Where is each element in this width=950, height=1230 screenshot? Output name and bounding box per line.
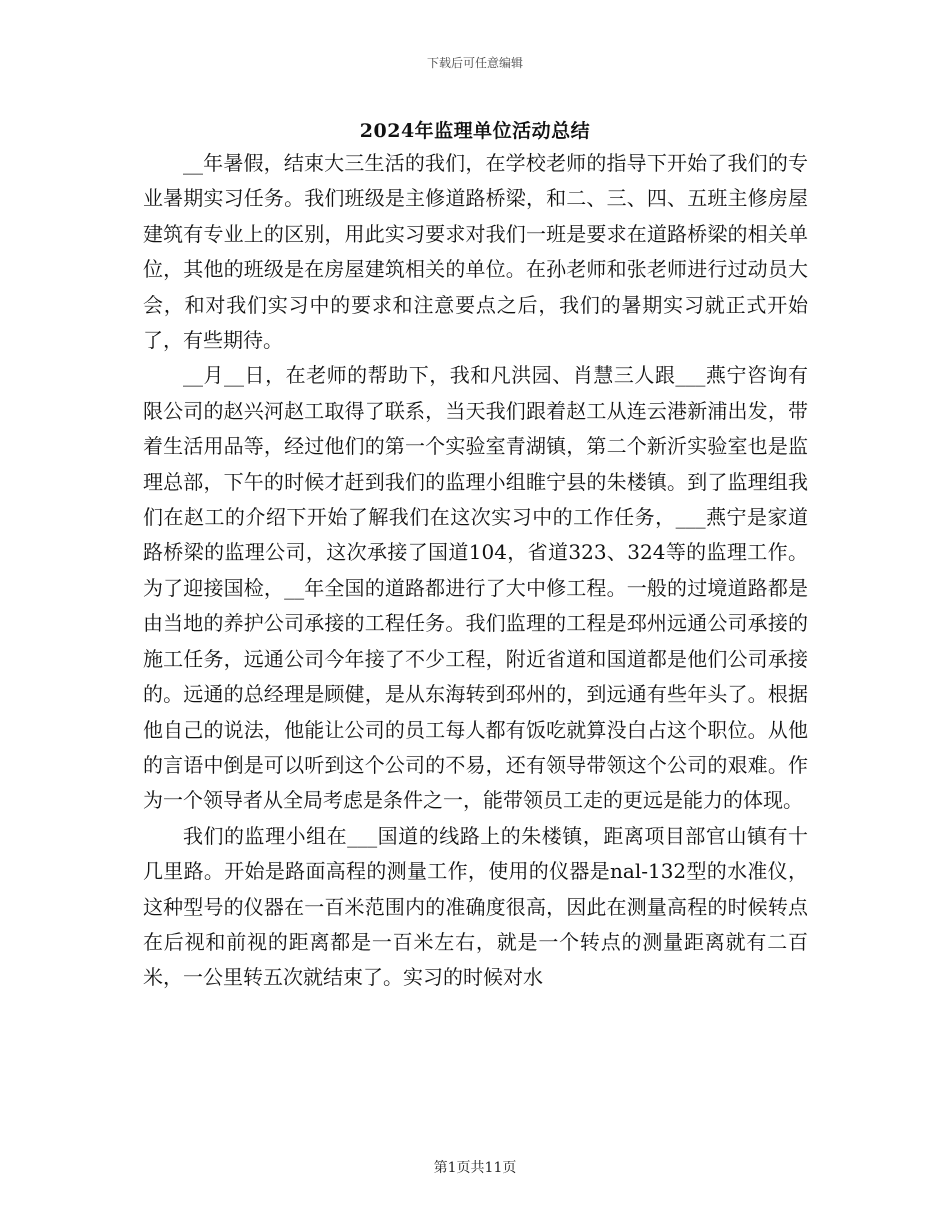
page-number-footer: 第1页共11页 — [433, 1160, 517, 1176]
page-header-note: 下载后可任意编辑 — [426, 56, 523, 70]
document-body — [143, 146, 808, 996]
paragraph-2: __月__日，在老师的帮助下，我和凡洪园、肖慧三人跟___燕宁咨询有限公司的赵兴河赵工取得了联系，当天我们跟着赵工从连云港新浦出发，带着生活用品等，经过他们的第一个实验室青湖镇，第二个新沂实验室也是监理总部，下午的时候才赶到我们的监理小组睢宁县的朱楼镇。到了监理组我们在赵工的介绍下开始了解我们在这次实习中的工作任务，___燕宁是家道路桥梁的监理公司，这次承接了国道104，省道323、324等的监理工作。为了迎接国检，__年全国的道路都进行了大中修工程。一般的过境道路都是由当地的养护公司承接的工程任务。我们监理的工程是邳州远通公司承接的施工任务，远通公司今年接了不少工程，附近省道和国道都是他们公司承接的。远通的总经理是顾健，是从东海转到邳州的，到远通有些年头了。根据他自己的说法，他能让公司的员工每人都有饭吃就算没白占这个职位。从他的言语中倒是可以听到这个公司的不易，还有领导带领这个公司的艰难。作为一个领导者从全局考虑是条件之一，能带领员工走的更远是能力的体现。 — [143, 363, 808, 813]
paragraph-3: 我们的监理小组在___国道的线路上的朱楼镇，距离项目部官山镇有十几里路。开始是路面高程的测量工作，使用的仪器是nal-132型的水准仪，这种型号的仪器在一百米范围内的准确度很高，因此在测量高程的时候转点在后视和前视的距离都是一百米左右，就是一个转点的测量距离就有二百米，一公里转五次就结束了。实习的时候对水 — [143, 823, 808, 990]
paragraph-1: __年暑假，结束大三生活的我们，在学校老师的指导下开始了我们的专业暑期实习任务。我们班级是主修道路桥梁，和二、三、四、五班主修房屋建筑有专业上的区别，用此实习要求对我们一班是要求在道路桥梁的相关单位，其他的班级是在房屋建筑相关的单位。在孙老师和张老师进行过动员大会，和对我们实习中的要求和注意要点之后，我们的暑期实习就正式开始了，有些期待。 — [143, 151, 808, 353]
document-title: 2024年监理单位活动总结 — [359, 120, 591, 142]
